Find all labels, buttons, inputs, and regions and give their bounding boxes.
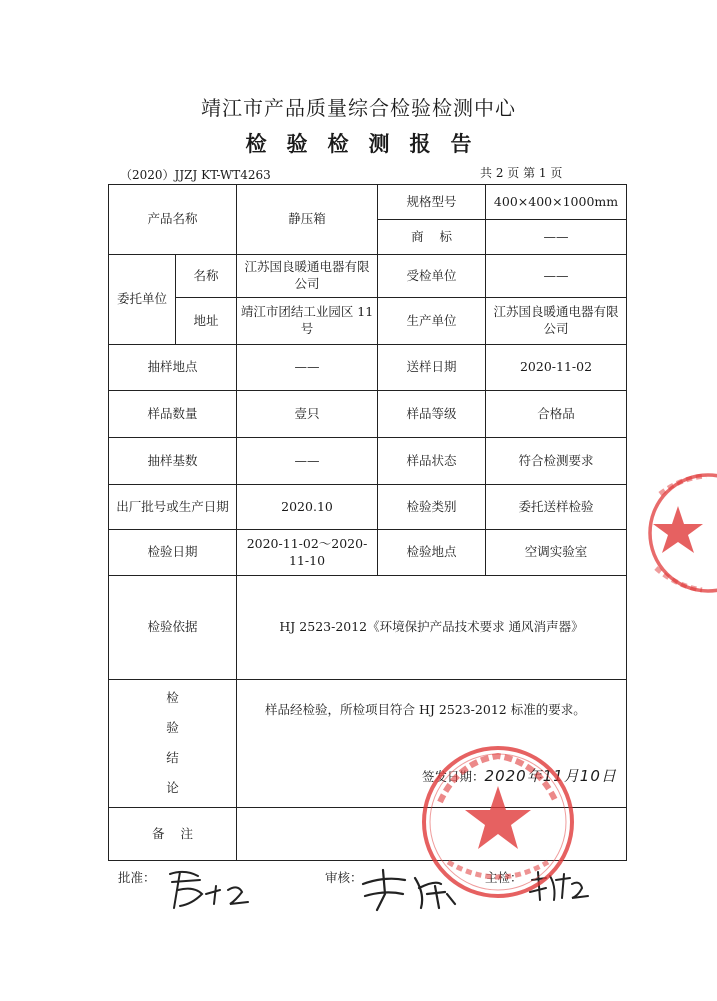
sample-grade-label: 样品等级 (378, 391, 486, 438)
sample-grade-value: 合格品 (486, 391, 627, 438)
sampling-base-value: —— (237, 438, 378, 485)
inspection-site-value: 空调实验室 (486, 530, 627, 576)
sign-date-handwritten: 2020年11月10日 (484, 767, 617, 785)
sample-state-value: 符合检测要求 (486, 438, 627, 485)
trademark-label: 商 标 (378, 220, 486, 255)
sign-date-label: 签发日期： (422, 769, 485, 784)
producer-label: 生产单位 (378, 298, 486, 345)
spec-value: 400×400×1000mm (486, 185, 627, 220)
product-name-value: 静压箱 (237, 185, 378, 255)
delivery-date-value: 2020-11-02 (486, 345, 627, 391)
basis-value: HJ 2523-2012《环境保护产品技术要求 通风消声器》 (237, 576, 627, 680)
inspection-type-value: 委托送样检验 (486, 485, 627, 530)
client-label: 委托单位 (109, 255, 176, 345)
inspection-type-label: 检验类别 (378, 485, 486, 530)
conclusion-label-char: 结 (166, 750, 179, 766)
trademark-value: —— (486, 220, 627, 255)
conclusion-label (109, 680, 237, 808)
inspector-label: 主检： (485, 870, 523, 885)
spec-label: 规格型号 (378, 185, 486, 220)
inspection-date-value: 2020-11-02～2020-11-10 (237, 530, 378, 576)
product-name-label: 产品名称 (109, 185, 237, 255)
inspected-unit-label: 受检单位 (378, 255, 486, 298)
approve-label: 批准： (118, 870, 156, 885)
partial-seal (640, 468, 717, 598)
remarks-label: 备 注 (109, 808, 237, 861)
sample-state-label: 样品状态 (378, 438, 486, 485)
client-name-label: 名称 (176, 255, 237, 298)
conclusion-label-char: 验 (166, 720, 179, 736)
sample-qty-label: 样品数量 (109, 391, 237, 438)
conclusion-label-char: 检 (166, 690, 179, 706)
inspected-unit-value: —— (486, 255, 627, 298)
inspection-site-label: 检验地点 (378, 530, 486, 576)
organization-name: 靖江市产品质量综合检验检测中心 (201, 96, 516, 120)
conclusion-text: 样品经检验，所检项目符合 HJ 2523-2012 标准的要求。 (265, 702, 586, 717)
inspection-seal (418, 742, 578, 902)
conclusion-label-char: 论 (166, 780, 179, 796)
sampling-place-label: 抽样地点 (109, 345, 237, 391)
batch-value: 2020.10 (237, 485, 378, 530)
report-title: 检验检测报告 (245, 131, 492, 156)
sampling-base-label: 抽样基数 (109, 438, 237, 485)
client-name-value: 江苏国良暖通电器有限公司 (237, 255, 378, 298)
inspection-date-label: 检验日期 (109, 530, 237, 576)
sample-qty-value: 壹只 (237, 391, 378, 438)
basis-label: 检验依据 (109, 576, 237, 680)
client-address-label: 地址 (176, 298, 237, 345)
client-address-value: 靖江市团结工业园区 11 号 (237, 298, 378, 345)
page-info: 共 2 页 第 1 页 (480, 166, 563, 180)
delivery-date-label: 送样日期 (378, 345, 486, 391)
batch-label: 出厂批号或生产日期 (109, 485, 237, 530)
review-label: 审核： (325, 870, 363, 885)
producer-value: 江苏国良暖通电器有限公司 (486, 298, 627, 345)
report-number: （2020）JJZJ KT-WT4263 (120, 168, 271, 182)
sampling-place-value: —— (237, 345, 378, 391)
approver-signature (150, 864, 260, 914)
